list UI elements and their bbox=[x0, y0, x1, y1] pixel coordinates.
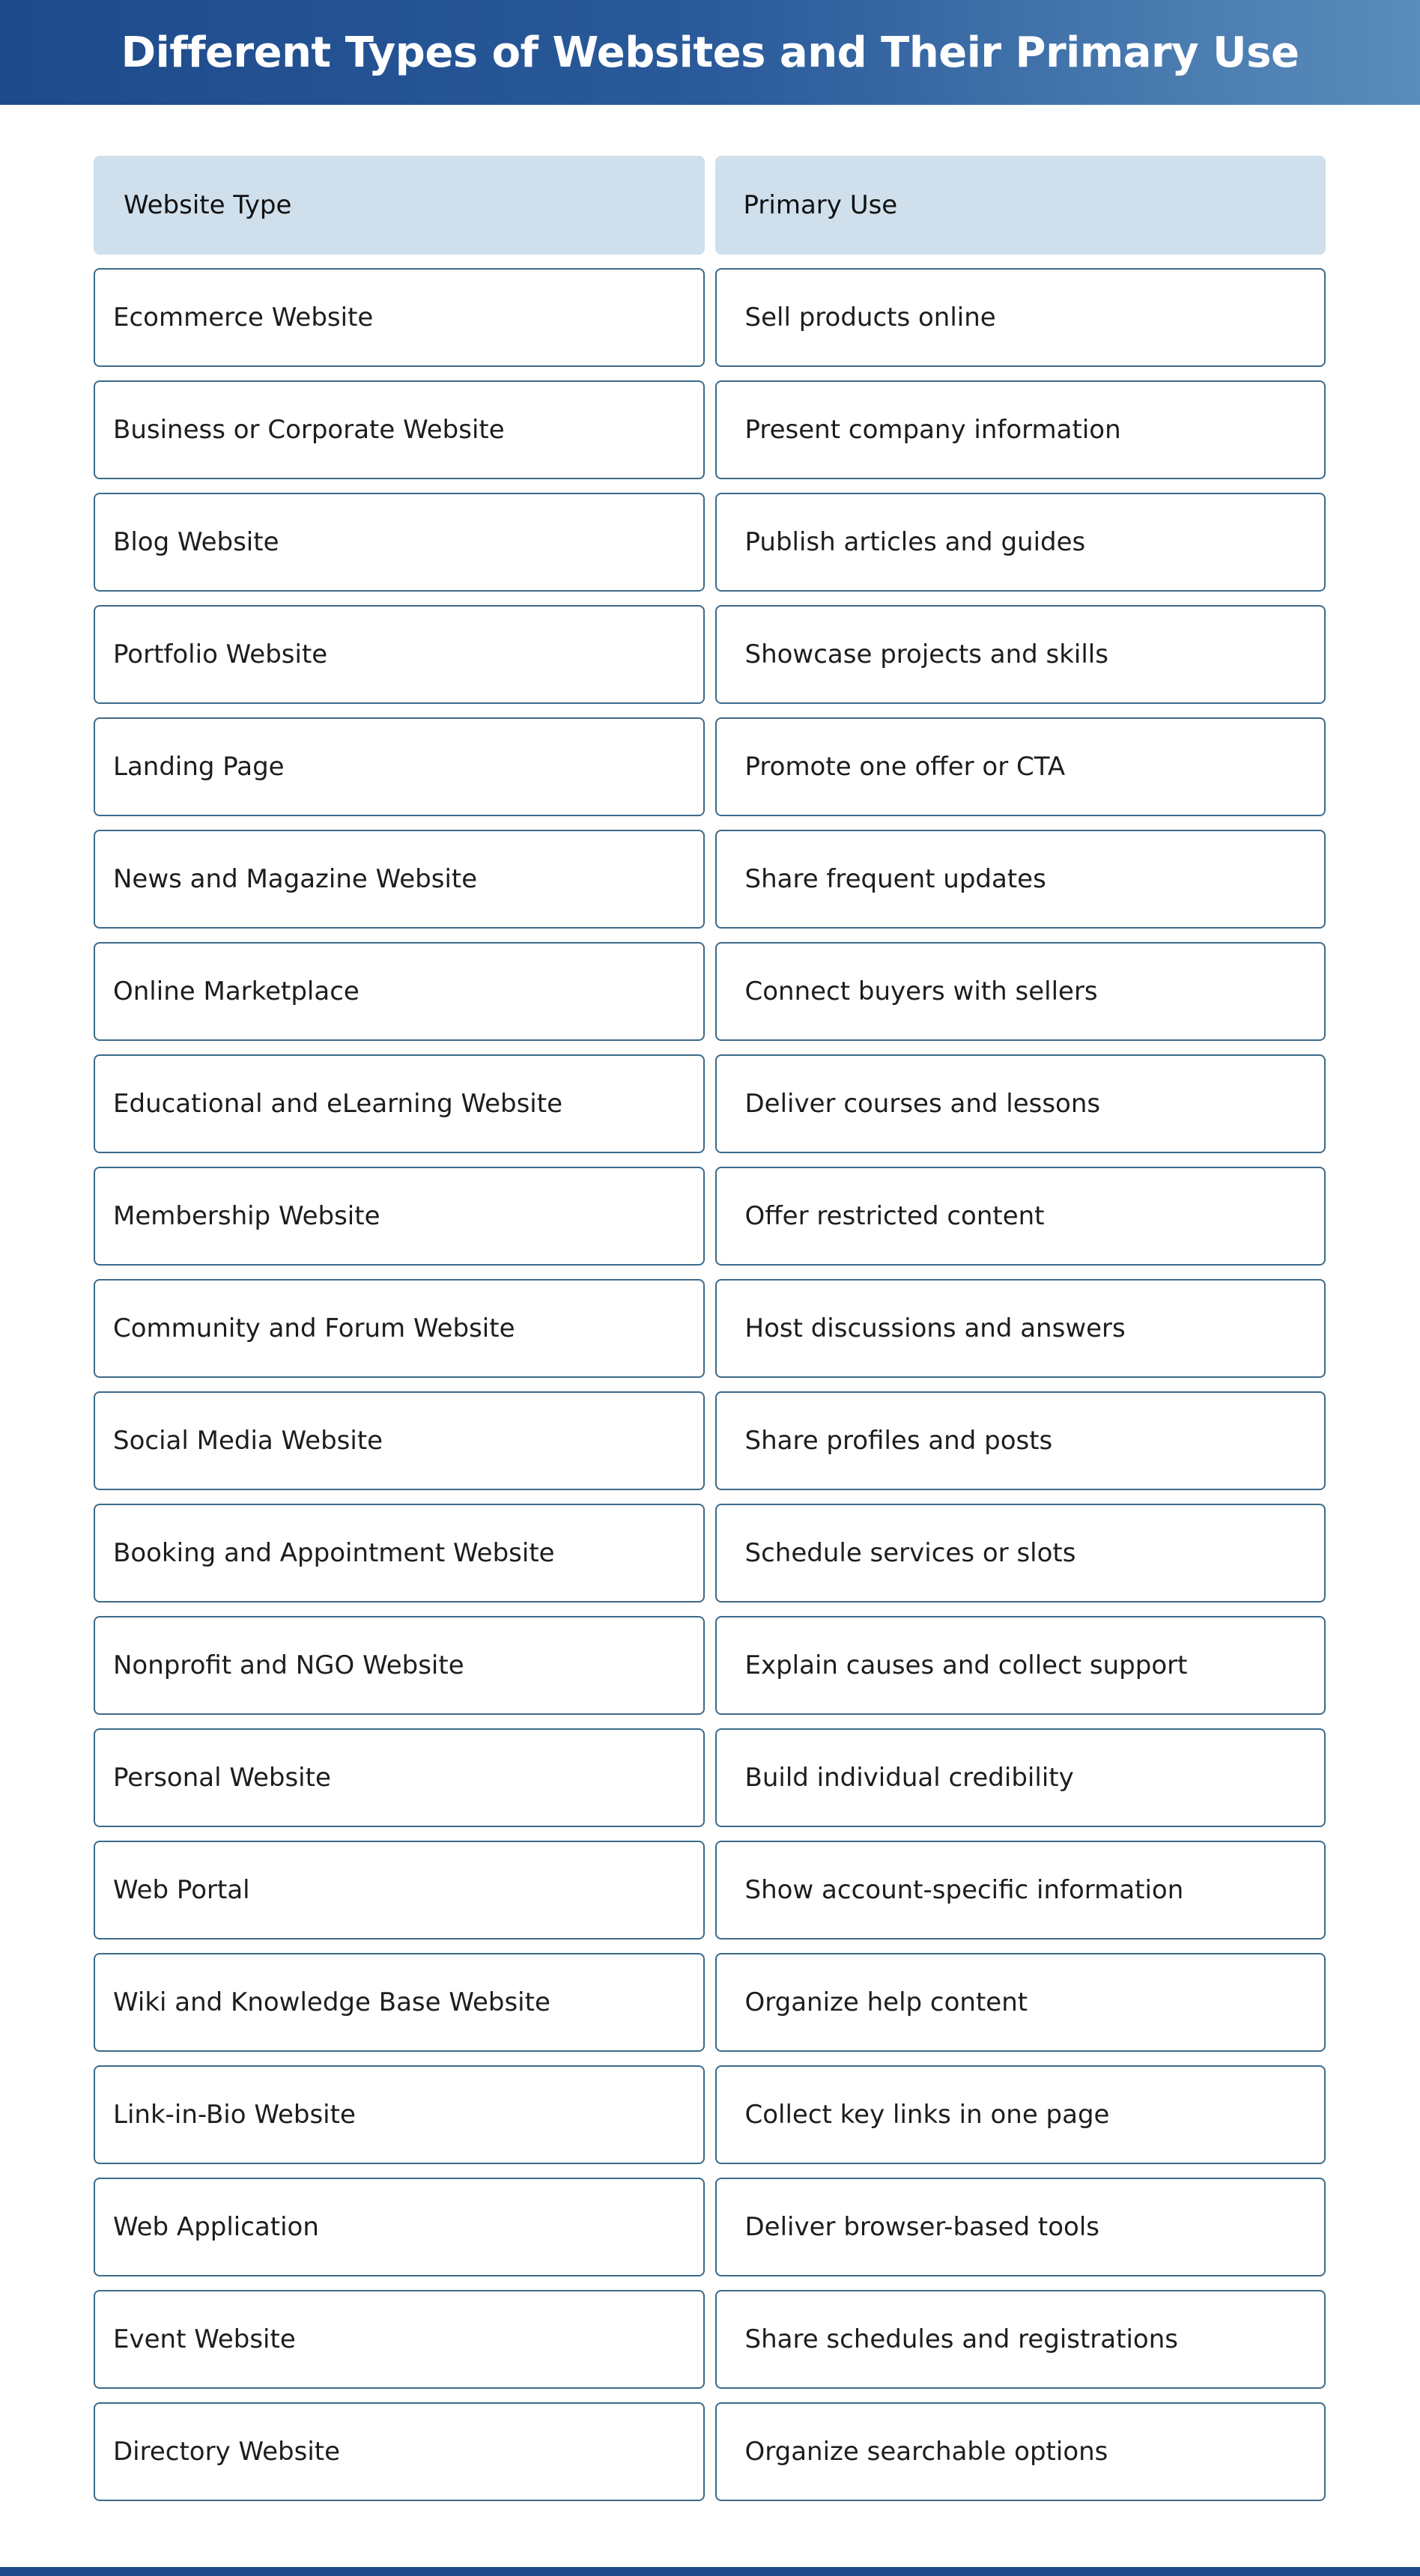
website-types-table bbox=[94, 156, 1326, 2515]
header-primary-use: Primary Use bbox=[715, 156, 1326, 255]
table-row bbox=[94, 1279, 1326, 1378]
primary-use-cell: Connect buyers with sellers bbox=[715, 942, 1326, 1041]
footer-bar bbox=[0, 2567, 1420, 2576]
table-row bbox=[94, 1953, 1326, 2052]
website-type-cell: Portfolio Website bbox=[94, 605, 705, 704]
website-type-cell: Link-in-Bio Website bbox=[94, 2065, 705, 2164]
table-row bbox=[94, 2178, 1326, 2276]
website-type-cell: Booking and Appointment Website bbox=[94, 1504, 705, 1603]
primary-use-cell: Share profiles and posts bbox=[715, 1391, 1326, 1490]
table-row bbox=[94, 830, 1326, 929]
primary-use-cell: Build individual credibility bbox=[715, 1728, 1326, 1827]
primary-use-cell: Deliver courses and lessons bbox=[715, 1054, 1326, 1153]
table-row bbox=[94, 1054, 1326, 1153]
primary-use-cell: Organize help content bbox=[715, 1953, 1326, 2052]
website-type-cell: Landing Page bbox=[94, 717, 705, 816]
website-type-cell: Directory Website bbox=[94, 2402, 705, 2501]
website-type-cell: Ecommerce Website bbox=[94, 268, 705, 367]
table-row bbox=[94, 1616, 1326, 1715]
table-row bbox=[94, 2290, 1326, 2389]
website-type-cell: Web Application bbox=[94, 2178, 705, 2276]
primary-use-cell: Promote one offer or CTA bbox=[715, 717, 1326, 816]
website-type-cell: Personal Website bbox=[94, 1728, 705, 1827]
table-row bbox=[94, 717, 1326, 816]
primary-use-cell: Organize searchable options bbox=[715, 2402, 1326, 2501]
table-row bbox=[94, 493, 1326, 592]
table-row bbox=[94, 2402, 1326, 2501]
primary-use-cell: Sell products online bbox=[715, 268, 1326, 367]
table-row bbox=[94, 268, 1326, 367]
table-row bbox=[94, 605, 1326, 704]
table-row bbox=[94, 2065, 1326, 2164]
primary-use-cell: Present company information bbox=[715, 380, 1326, 479]
website-type-cell: Wiki and Knowledge Base Website bbox=[94, 1953, 705, 2052]
primary-use-cell: Offer restricted content bbox=[715, 1167, 1326, 1266]
table-row bbox=[94, 1167, 1326, 1266]
website-type-cell: Online Marketplace bbox=[94, 942, 705, 1041]
header-website-type: Website Type bbox=[94, 156, 705, 255]
table-header-row bbox=[94, 156, 1326, 255]
website-type-cell: News and Magazine Website bbox=[94, 830, 705, 929]
table-row bbox=[94, 1504, 1326, 1603]
table-row bbox=[94, 1391, 1326, 1490]
primary-use-cell: Showcase projects and skills bbox=[715, 605, 1326, 704]
website-type-cell: Educational and eLearning Website bbox=[94, 1054, 705, 1153]
table-body bbox=[94, 268, 1326, 2501]
primary-use-cell: Schedule services or slots bbox=[715, 1504, 1326, 1603]
website-type-cell: Nonprofit and NGO Website bbox=[94, 1616, 705, 1715]
website-type-cell: Social Media Website bbox=[94, 1391, 705, 1490]
primary-use-cell: Collect key links in one page bbox=[715, 2065, 1326, 2164]
website-type-cell: Community and Forum Website bbox=[94, 1279, 705, 1378]
primary-use-cell: Show account-specific information bbox=[715, 1841, 1326, 1939]
primary-use-cell: Explain causes and collect support bbox=[715, 1616, 1326, 1715]
table-row bbox=[94, 942, 1326, 1041]
website-type-cell: Event Website bbox=[94, 2290, 705, 2389]
primary-use-cell: Publish articles and guides bbox=[715, 493, 1326, 592]
page-title: Different Types of Websites and Their Primary Use bbox=[121, 28, 1299, 77]
table-row bbox=[94, 1728, 1326, 1827]
table-row bbox=[94, 1841, 1326, 1939]
website-type-cell: Web Portal bbox=[94, 1841, 705, 1939]
table-row bbox=[94, 380, 1326, 479]
website-type-cell: Blog Website bbox=[94, 493, 705, 592]
website-type-cell: Business or Corporate Website bbox=[94, 380, 705, 479]
primary-use-cell: Deliver browser-based tools bbox=[715, 2178, 1326, 2276]
primary-use-cell: Share frequent updates bbox=[715, 830, 1326, 929]
primary-use-cell: Host discussions and answers bbox=[715, 1279, 1326, 1378]
primary-use-cell: Share schedules and registrations bbox=[715, 2290, 1326, 2389]
title-banner bbox=[0, 0, 1420, 105]
website-type-cell: Membership Website bbox=[94, 1167, 705, 1266]
